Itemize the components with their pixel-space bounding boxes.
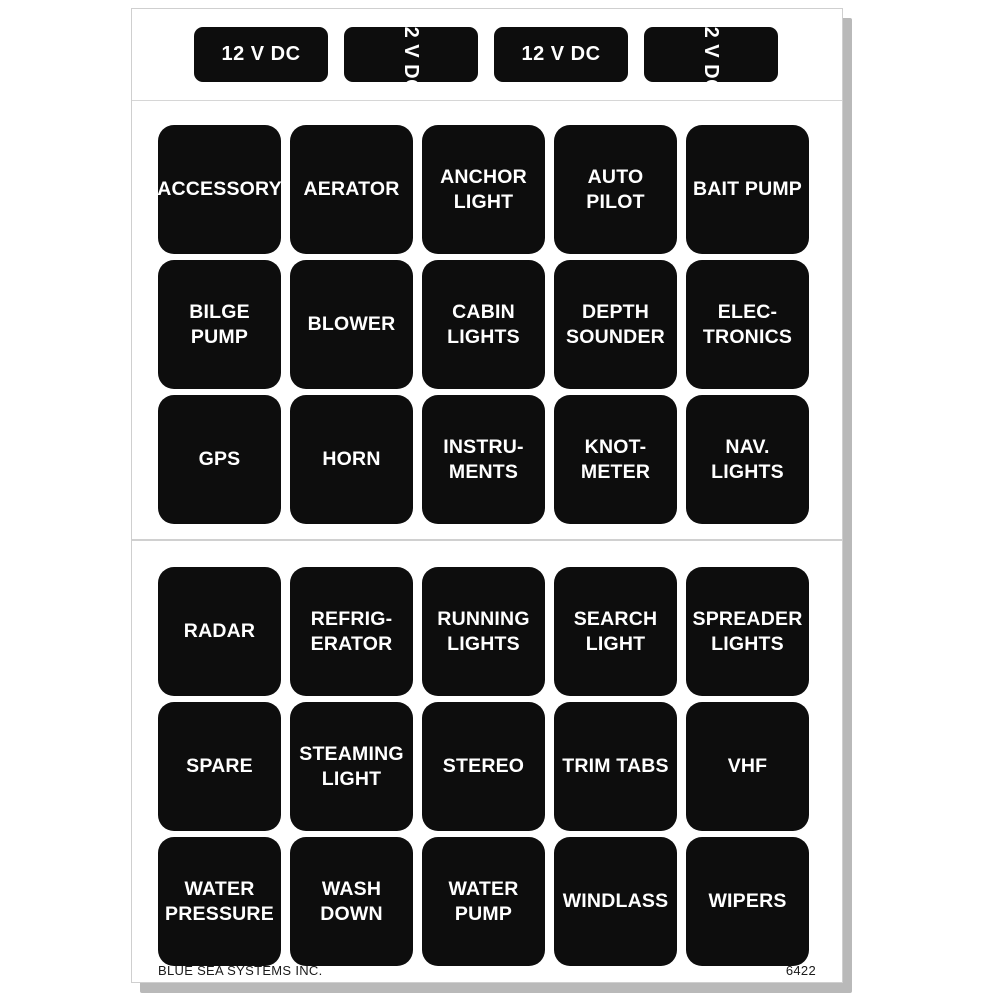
label-tag: INSTRU- MENTS [422,395,545,524]
upper-label-grid [158,125,809,524]
label-tag: CABIN LIGHTS [422,260,545,389]
label-tag: AERATOR [290,125,413,254]
voltage-label-2 [344,14,478,95]
label-tag: BILGE PUMP [158,260,281,389]
lower-label-grid [158,567,809,966]
label-tag: WATER PUMP [422,837,545,966]
upper-label-block [132,101,842,541]
label-tag: RUNNING LIGHTS [422,567,545,696]
label-tag: NAV. LIGHTS [686,395,809,524]
label-tag: ANCHOR LIGHT [422,125,545,254]
part-number: 6422 [785,963,816,978]
label-tag: STEREO [422,702,545,831]
lower-label-block [132,543,842,984]
label-tag: BLOWER [290,260,413,389]
voltage-label-2-text: 12 V DC [400,14,423,95]
company-name: BLUE SEA SYSTEMS INC. [158,963,323,978]
sheet-footer [132,956,842,978]
label-tag: SEARCH LIGHT [554,567,677,696]
label-tag: TRIM TABS [554,702,677,831]
label-tag: BAIT PUMP [686,125,809,254]
top-voltage-strip [132,9,842,101]
label-tag: WASH DOWN [290,837,413,966]
label-tag: WINDLASS [554,837,677,966]
label-tag: VHF [686,702,809,831]
label-tag: SPARE [158,702,281,831]
label-tag: WIPERS [686,837,809,966]
label-tag: REFRIG- ERATOR [290,567,413,696]
label-sheet [131,8,843,983]
label-tag: SPREADER LIGHTS [686,567,809,696]
label-tag: AUTO PILOT [554,125,677,254]
label-tag: DEPTH SOUNDER [554,260,677,389]
voltage-label-1: 12 V DC [194,27,328,82]
label-tag: HORN [290,395,413,524]
voltage-label-4-text: 12 V DC [700,14,723,95]
voltage-label-3: 12 V DC [494,27,628,82]
label-tag: WATER PRESSURE [158,837,281,966]
label-tag: GPS [158,395,281,524]
voltage-label-4 [644,14,778,95]
label-tag: ELEC- TRONICS [686,260,809,389]
label-tag: RADAR [158,567,281,696]
label-tag: KNOT- METER [554,395,677,524]
voltage-label-row [194,14,778,95]
label-tag: STEAMING LIGHT [290,702,413,831]
label-tag: ACCESSORY [158,125,281,254]
